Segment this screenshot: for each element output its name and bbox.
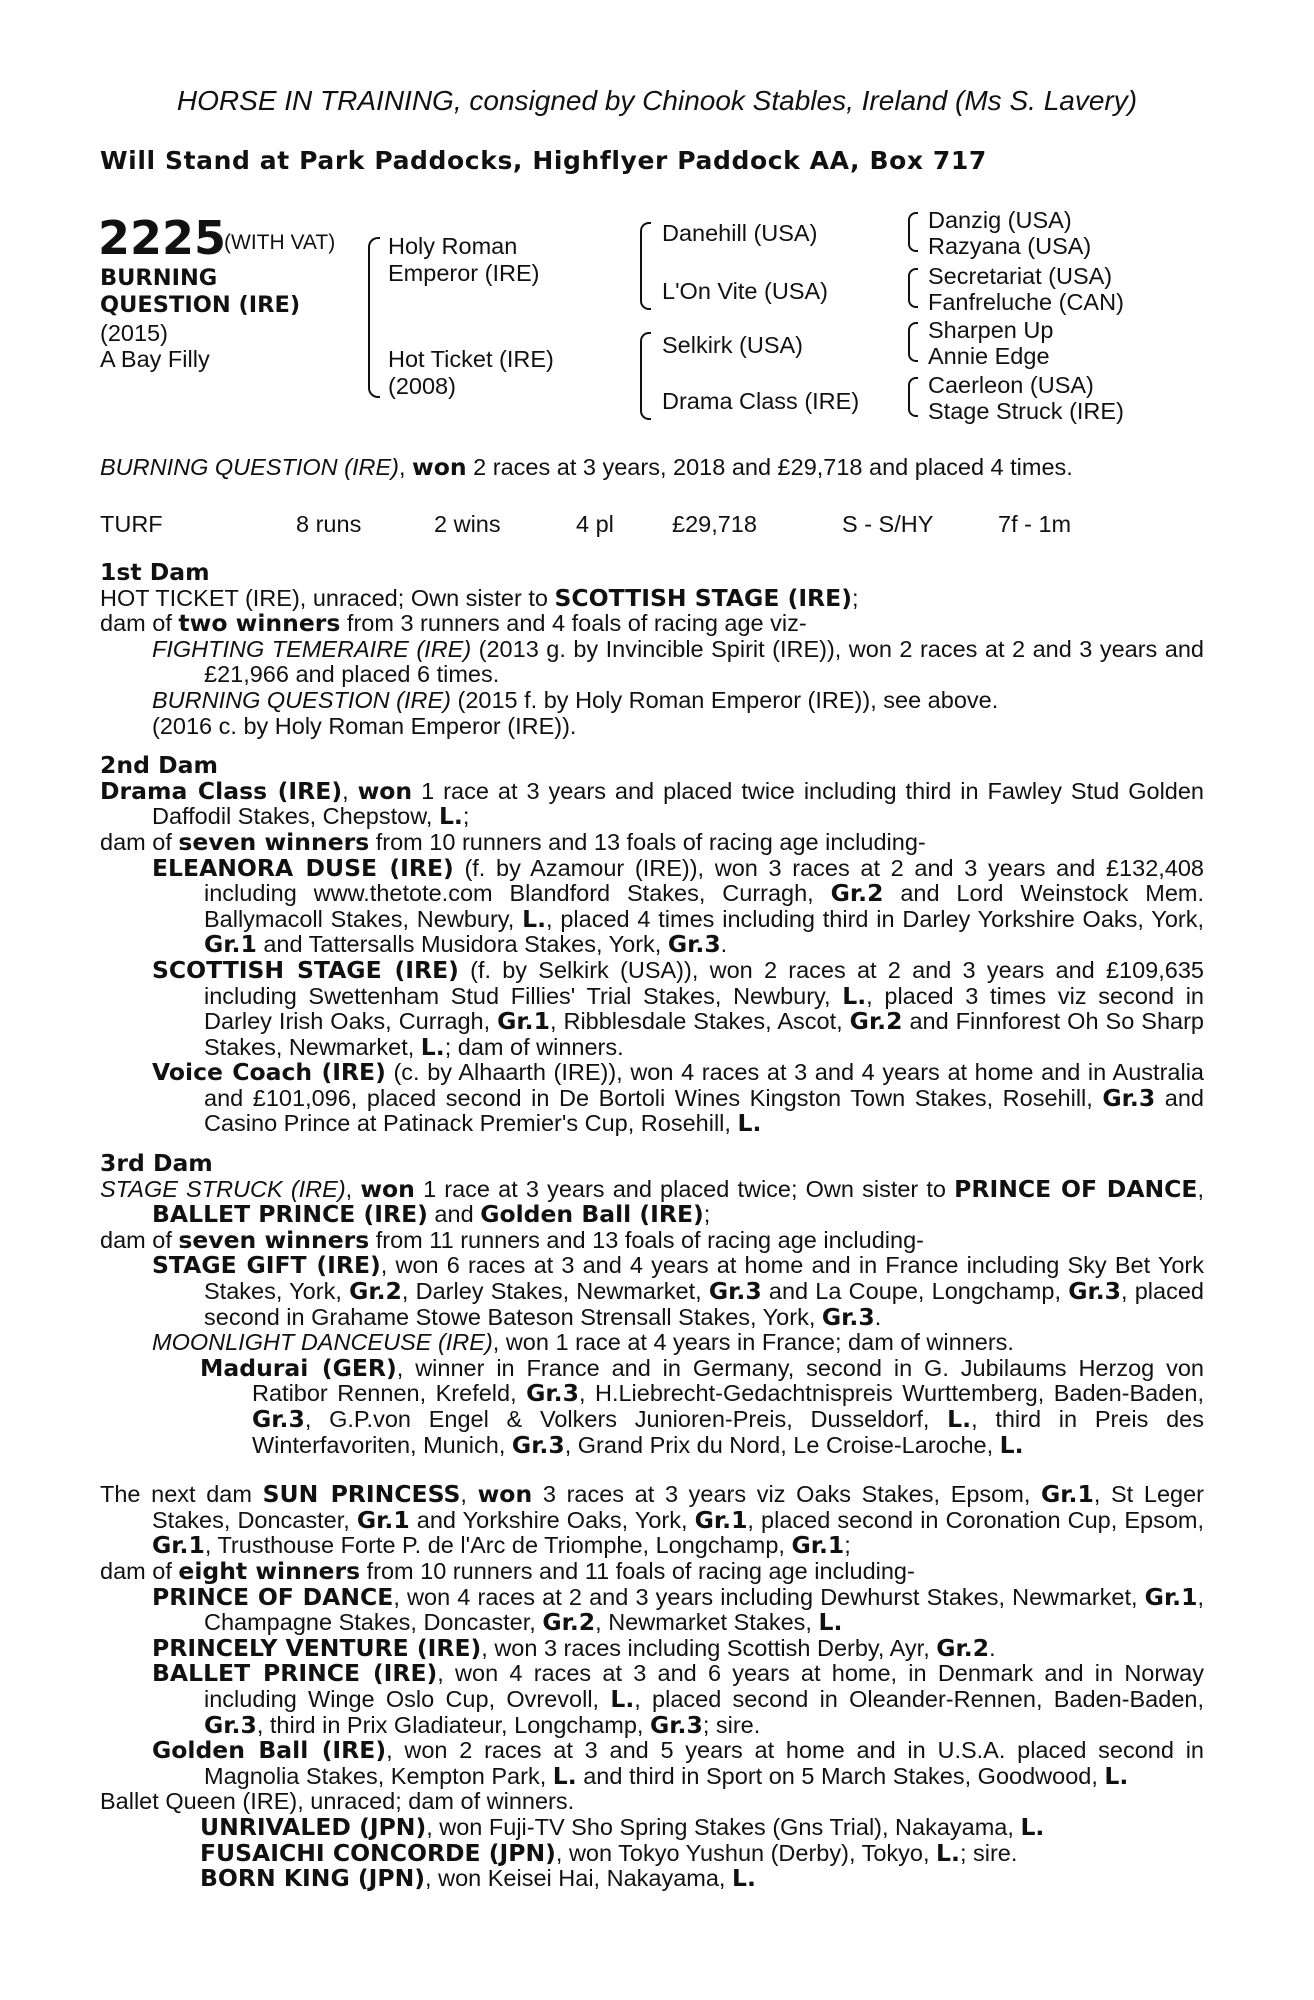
pedigree-g7: Caerleon (USA) <box>928 372 1094 398</box>
produce-eleanora-duse: ELEANORA DUSE (IRE) (f. by Azamour (IRE)), won 3 races at 2 and 3 years and £132,408 including www.thetote.com Blandford Stakes, Curragh, Gr.2 and Lord Weinstock Mem. Ballymacoll Stakes, Newbury, L., placed 4 times including third in Darley Yorkshire Oaks, York, Gr.1 and Tattersalls Musidora Stakes, York, Gr.3. <box>152 853 1205 959</box>
pedigree-dam: Hot Ticket (IRE) <box>388 346 554 372</box>
produce-fighting-temeraire: FIGHTING TEMERAIRE (IRE) (2013 g. by Invincible Spirit (IRE)), won 2 races at 2 and 3 years and £21,966 and placed 6 times. <box>152 635 1204 688</box>
pedigree-brace-g34 <box>908 268 918 308</box>
produce-fusaichi-concorde: FUSAICHI CONCORDE (JPN), won Tokyo Yushun (Derby), Tokyo, L.; sire. <box>200 1838 1018 1867</box>
summary-won: won <box>412 453 467 481</box>
pedigree-brace-main <box>368 237 380 398</box>
pedigree-brace-dam <box>640 332 651 420</box>
pedigree-g4: Fanfreluche (CAN) <box>928 289 1124 315</box>
produce-prince-of-dance: PRINCE OF DANCE, won 4 races at 2 and 3 years including Dewhurst Stakes, Newmarket, Gr.1, Champagne Stakes, Doncaster, Gr.2, Newmarket Stakes, L. <box>152 1582 1204 1637</box>
produce-voice-coach: Voice Coach (IRE) (c. by Alhaarth (IRE)), won 4 races at 3 and 4 years at home and in Australia and £101,096, placed second in De Bortoli Wines Kingston Town Stakes, Rosehill, Gr.3 and Casino Prince at Patinack Premier's Cup, Rosehill, L. <box>152 1058 1204 1138</box>
produce-record <box>100 560 1204 1892</box>
pedigree-brace-sire <box>640 222 651 310</box>
produce-stage-gift: STAGE GIFT (IRE), won 6 races at 3 and 4 years at home and in France including Sky Bet York Stakes, York, Gr.2, Darley Stakes, Newmarket, Gr.3 and La Coupe, Longchamp, Gr.3, placed second in Grahame Stowe Bateson Strensall Stakes, York, Gr.3. <box>152 1251 1205 1331</box>
produce-unrivaled: UNRIVALED (JPN), won Fuji-TV Sho Spring Stakes (Gns Trial), Nakayama, L. <box>200 1812 1045 1841</box>
first-dam-produce: dam of two winners from 3 runners and 4 foals of racing age viz- <box>100 609 807 638</box>
produce-burning-question: BURNING QUESTION (IRE) (2015 f. by Holy Roman Emperor (IRE)), see above. <box>152 686 999 713</box>
pedigree-dam-sire: Selkirk (USA) <box>662 332 804 358</box>
produce-moonlight-danceuse: MOONLIGHT DANCEUSE (IRE), won 1 race at 4 years in France; dam of winners. <box>152 1329 1014 1356</box>
next-dam-intro: The next dam SUN PRINCESS, won 3 races at 3 years viz Oaks Stakes, Epsom, Gr.1, St Leger Stakes, Doncaster, Gr.1 and Yorkshire Oaks, York, Gr.1, placed second in Coronation Cup, Epsom, Gr.1, Trusthouse Forte P. de l'Arc de Triomphe, Longchamp, Gr.1; <box>100 1480 1204 1560</box>
turf-placed: 4 pl <box>576 511 614 537</box>
second-dam-heading: 2nd Dam <box>100 751 218 780</box>
first-dam-intro: HOT TICKET (IRE), unraced; Own sister to SCOTTISH STAGE (IRE); <box>100 583 859 612</box>
pedigree-sire-sire: Danehill (USA) <box>662 220 818 246</box>
turf-surface: TURF <box>100 511 163 537</box>
race-record-summary: BURNING QUESTION (IRE), won 2 races at 3 years, 2018 and £29,718 and placed 4 times. <box>100 453 1073 481</box>
pedigree-g6: Annie Edge <box>928 343 1050 369</box>
pedigree-sire-dam: L'On Vite (USA) <box>662 278 829 304</box>
produce-princely-venture: PRINCELY VENTURE (IRE), won 3 races including Scottish Derby, Ayr, Gr.2. <box>152 1633 996 1662</box>
horse-name-line2: QUESTION (IRE) <box>100 292 301 318</box>
next-dam-produce: dam of eight winners from 10 runners and 11 foals of racing age including- <box>100 1556 915 1585</box>
produce-golden-ball: Golden Ball (IRE), won 2 races at 3 and 5 years at home and in U.S.A. placed second in Magnolia Stakes, Kempton Park, L. and third in Sport on 5 March Stakes, Goodwood, L. <box>152 1736 1204 1790</box>
vat-note: (WITH VAT) <box>224 231 336 254</box>
pedigree-dam-dam: Drama Class (IRE) <box>662 388 860 414</box>
pedigree-dam-year: (2008) <box>388 373 456 399</box>
summary-rest: 2 races at 3 years, 2018 and £29,718 and placed 4 times. <box>466 454 1073 480</box>
produce-ballet-queen: Ballet Queen (IRE), unraced; dam of winners. <box>100 1788 575 1815</box>
third-dam-produce: dam of seven winners from 11 runners and 13 foals of racing age including- <box>100 1225 924 1254</box>
pedigree-brace-g78 <box>908 377 918 417</box>
pedigree-g2: Razyana (USA) <box>928 233 1092 259</box>
stable-location: Will Stand at Park Paddocks, Highflyer Paddock AA, Box 717 <box>100 146 987 175</box>
pedigree-brace-g12 <box>908 212 918 252</box>
summary-horse-name: BURNING QUESTION (IRE) <box>100 454 399 480</box>
foaling-year: (2015) <box>100 320 168 346</box>
produce-madurai: Madurai (GER), winner in France and in Germany, second in G. Jubilaums Herzog von Ratibor Rennen, Krefeld, Gr.3, H.Liebrecht-Gedachtnispreis Wurttemberg, Baden-Baden, Gr.3, G.P.von Engel & Volkers Junioren-Preis, Dusseldorf, L., third in Preis des Winterfavoriten, Munich, Gr.3, Grand Prix du Nord, Le Croise-Laroche, L. <box>200 1353 1204 1459</box>
first-dam-heading: 1st Dam <box>100 558 210 586</box>
produce-2016-colt: (2016 c. by Holy Roman Emperor (IRE)). <box>152 712 577 739</box>
lot-number: 2225 <box>98 211 227 265</box>
turf-earnings: £29,718 <box>672 511 757 537</box>
turf-distance: 7f - 1m <box>998 511 1072 537</box>
produce-scottish-stage: SCOTTISH STAGE (IRE) (f. by Selkirk (USA)), won 2 races at 2 and 3 years and £109,635 including Swettenham Stud Fillies' Trial Stakes, Newbury, L., placed 3 times viz second in Darley Irish Oaks, Curragh, Gr.1, Ribblesdale Stakes, Ascot, Gr.2 and Finnforest Oh So Sharp Stakes, Newmarket, L.; dam of winners. <box>152 955 1204 1061</box>
turf-runs: 8 runs <box>296 511 362 537</box>
pedigree-brace-g56 <box>908 322 918 362</box>
third-dam-intro: STAGE STRUCK (IRE), won 1 race at 3 years and placed twice; Own sister to PRINCE OF DANCE, BALLET PRINCE (IRE) and Golden Ball (IRE); <box>100 1174 1204 1229</box>
pedigree-g3: Secretariat (USA) <box>928 263 1113 289</box>
pedigree-sire: Holy Roman <box>388 233 518 259</box>
horse-description: A Bay Filly <box>100 346 210 372</box>
pedigree-g8: Stage Struck (IRE) <box>928 398 1124 424</box>
pedigree-sire-line2: Emperor (IRE) <box>388 260 540 286</box>
produce-born-king: BORN KING (JPN), won Keisei Hai, Nakayama, L. <box>200 1864 756 1893</box>
second-dam-produce: dam of seven winners from 10 runners and 13 foals of racing age including- <box>100 827 926 856</box>
pedigree-g1: Danzig (USA) <box>928 207 1072 233</box>
catalogue-header-title: HORSE IN TRAINING, consigned by Chinook Stables, Ireland (Ms S. Lavery) <box>176 85 1138 116</box>
turf-wins: 2 wins <box>434 511 501 537</box>
third-dam-heading: 3rd Dam <box>100 1149 213 1178</box>
pedigree-g5: Sharpen Up <box>928 317 1054 343</box>
second-dam-intro: Drama Class (IRE), won 1 race at 3 years and placed twice including third in Fawley Stud Golden Daffodil Stakes, Chepstow, L.; <box>100 776 1205 831</box>
turf-going: S - S/HY <box>842 511 934 537</box>
produce-ballet-prince: BALLET PRINCE (IRE), won 4 races at 3 and 6 years at home, in Denmark and in Norway including Winge Oslo Cup, Ovrevoll, L., placed second in Oleander-Rennen, Baden-Baden, Gr.3, third in Prix Gladiateur, Longchamp, Gr.3; sire. <box>152 1659 1204 1739</box>
horse-name-line1: BURNING <box>100 265 218 291</box>
